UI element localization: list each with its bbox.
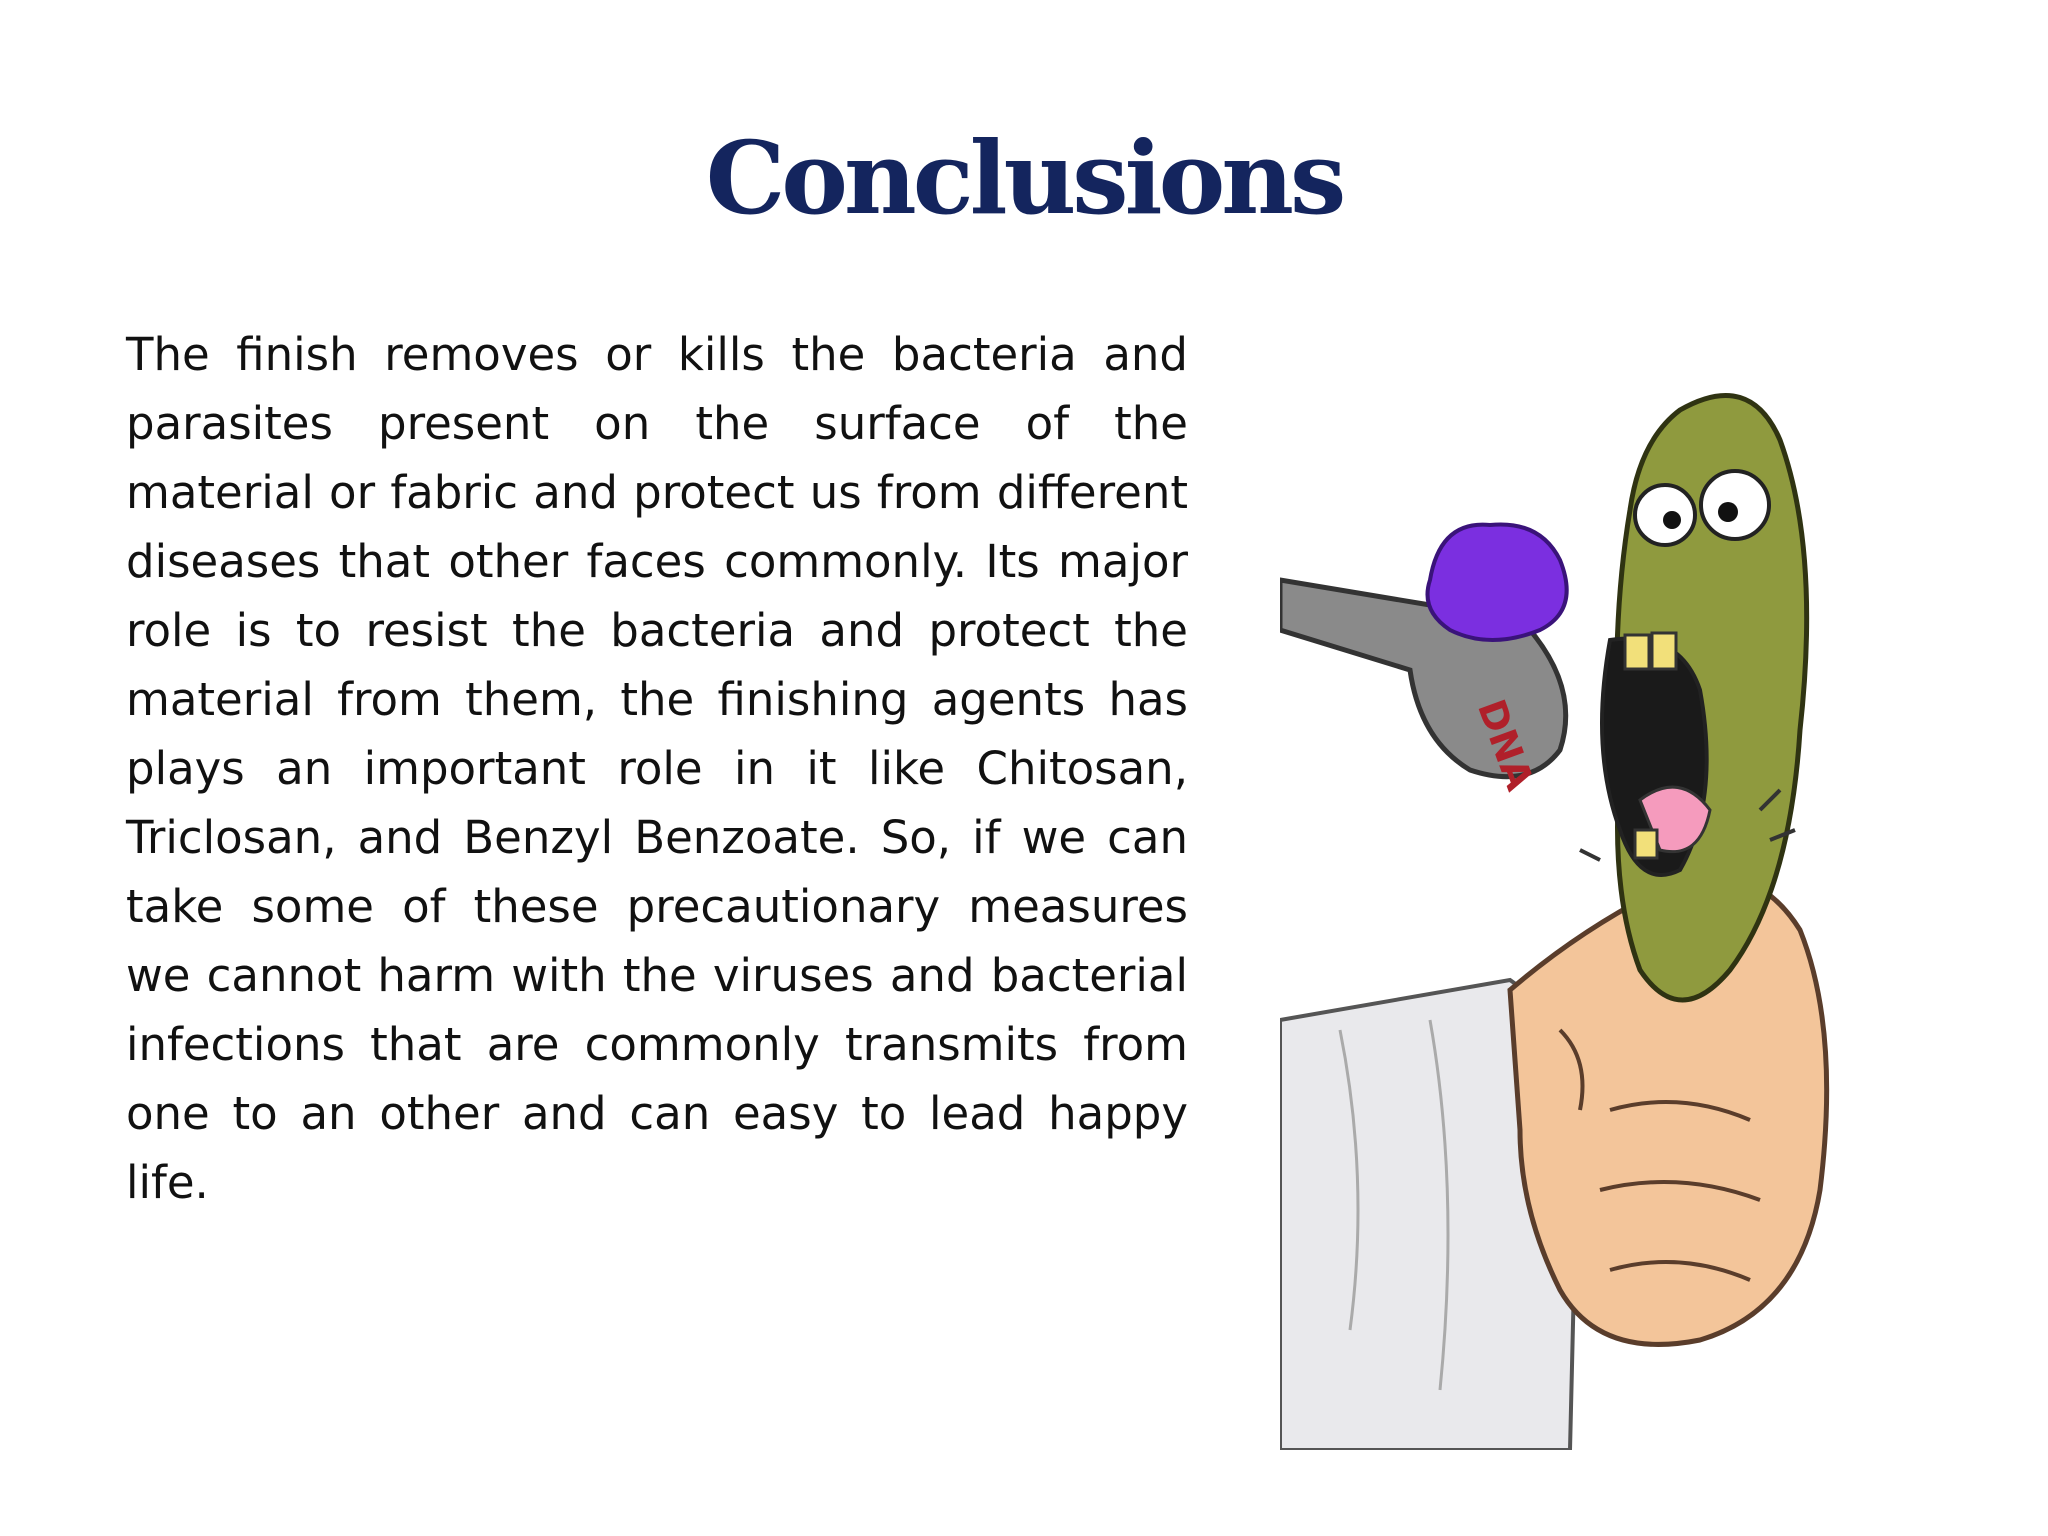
dna-blob: [1428, 524, 1567, 640]
cartoon-bacteria-illustration: [1280, 330, 1880, 1450]
slide-title: Conclusions: [705, 119, 1343, 237]
conclusion-paragraph: The finish removes or kills the bacteria and parasites present on the surface of the material or fabric and protect us from different diseases that other faces commonly. Its major role is to resist the bacteria and protect the material from them, the finishing agents has plays an important role in it like Chitosan, Triclosan, and Benzyl Benzoate. So, if we can take some of these precautionary measures we cannot harm with the viruses and bacterial infections that are commonly transmits from one to an other and can easy to lead happy life.: [126, 328, 1188, 1209]
spoon-label: DNA: [1469, 693, 1543, 796]
